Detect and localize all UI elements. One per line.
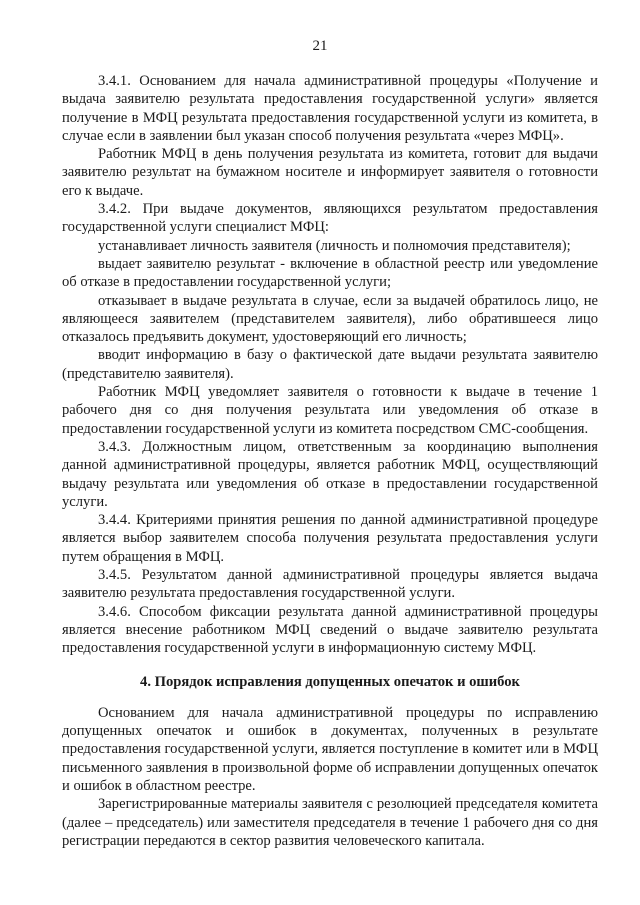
- paragraph-mfc-prepares-result: Работник МФЦ в день получения результата из комитета, готовит для выдачи заявителю результат на бумажном носителе и информирует заявителя о готовности его к выдаче.: [62, 146, 598, 199]
- paragraph-3-4-5: 3.4.5. Результатом данной административной процедуры является выдача заявителю результата предоставления государственной услуги.: [62, 567, 598, 602]
- paragraph-registered-materials: Зарегистрированные материалы заявителя с резолюцией председателя комитета (далее – председатель) или заместителя председателя в течение 1 рабочего дня со дня регистрации передаются в сектор развития человеческого капитала.: [62, 796, 598, 849]
- document-body: [62, 72, 598, 850]
- page-number: 21: [312, 38, 328, 54]
- paragraph-sms-notification: Работник МФЦ уведомляет заявителя о готовности к выдаче в течение 1 рабочего дня со дня получения результата или уведомления об отказе в предоставлении государственной услуги из комитета посредством СМС-сообщения.: [62, 384, 598, 437]
- list-item-refuse-issue: отказывает в выдаче результата в случае, если за выдачей обратилось лицо, не являющееся заявителем (представителем заявителя), либо обратившееся лицо отказалось предъявить документ, удостоверяющий его личность;: [62, 292, 598, 346]
- list-item-issue-result: выдает заявителю результат - включение в областной реестр или уведомление об отказе в предоставлении государственной услуги;: [62, 255, 598, 291]
- paragraph-3-4-4: 3.4.4. Критериями принятия решения по данной административной процедуре является выбор заявителем способа получения результата предоставления услуги путем обращения в МФЦ.: [62, 512, 598, 565]
- paragraph-3-4-3: 3.4.3. Должностным лицом, ответственным за координацию выполнения данной административной процедуры, является работник МФЦ, осуществляющий выдачу результата или уведомления об отказе в предоставлении государственной услуги.: [62, 438, 598, 510]
- paragraph-3-4-1: 3.4.1. Основанием для начала административной процедуры «Получение и выдача заявителю результата предоставления государственной услуги» является получение в МФЦ результата предоставления государственной услуги из комитета, в случае если в заявлении был указан способ получения результата «через МФЦ».: [62, 73, 598, 144]
- paragraph-3-4-2: 3.4.2. При выдаче документов, являющихся результатом предоставления государственной услуги специалист МФЦ:: [62, 201, 598, 236]
- paragraph-correction-basis: Основанием для начала административной процедуры по исправлению допущенных опечаток и ошибок в документах, полученных в результате предоставления государственной услуги, является поступление в комитет или в МФЦ письменного заявления в произвольной форме об исправлении допущенных опечаток и ошибок в областном реестре.: [62, 704, 598, 794]
- list-item-identity: устанавливает личность заявителя (личность и полномочия представителя);: [98, 237, 571, 254]
- paragraph-3-4-6: 3.4.6. Способом фиксации результата данной административной процедуры является внесение работником МФЦ сведений о выдаче заявителю результата предоставления государственной услуги в информационную систему МФЦ.: [62, 603, 598, 657]
- section-heading: 4. Порядок исправления допущенных опечаток и ошибок: [140, 673, 520, 690]
- list-item-enter-date: вводит информацию в базу о фактической дате выдачи результата заявителю (представителю заявителя).: [62, 347, 598, 382]
